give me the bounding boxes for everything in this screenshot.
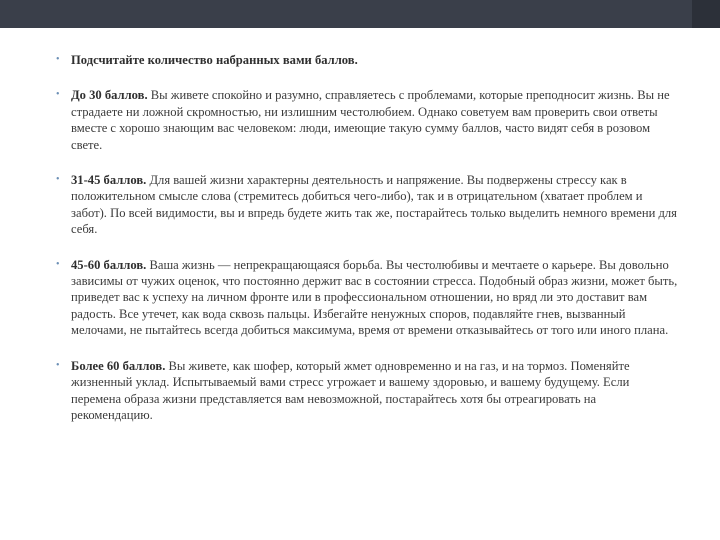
list-item	[58, 52, 678, 68]
item-text: Для вашей жизни характерны деятельность и напряжение. Вы подвержены стрессу как в положительном смысле слова (стремитесь добиться чего-либо), так и в отрицательном (хватает проблем и забот). По всей видимости, вы и впредь будете жить так же, постарайтесь только выделить немного времени для себя.	[71, 173, 677, 237]
bullet-icon: •	[56, 54, 60, 65]
list-item	[58, 172, 678, 238]
bullet-icon: •	[56, 258, 60, 270]
slide-content	[58, 52, 678, 442]
item-text: Вы живете, как шофер, который жмет одновременно и на газ, и на тормоз. Поменяйте жизненный уклад. Испытываемый вами стресс угрожает и вашему здоровью, и вашему будущему. Если перемена образа жизни представляется вам невозможной, постарайтесь хотя бы отреагировать на рекомендацию.	[71, 358, 630, 422]
item-lead: Подсчитайте количество набранных вами баллов.	[71, 53, 358, 67]
item-lead: 31-45 баллов.	[71, 173, 147, 188]
list-item	[58, 87, 678, 153]
bullet-icon: •	[56, 89, 60, 101]
bullet-icon: •	[56, 359, 60, 371]
item-text: Вы живете спокойно и разумно, справляетесь с проблемами, которые преподносит жизнь. Вы не страдаете ни ложной скромностью, ни излишним честолюбием. Однако советуем вам проверить свои ответы вместе с хорошо знающим вас человеком: люди, имеющие такую сумму баллов, часто видят себя в розовом свете.	[71, 88, 670, 152]
top-bar-accent	[692, 0, 720, 28]
item-lead: 45-60 баллов.	[71, 257, 147, 272]
list-item	[58, 358, 678, 424]
list-item	[58, 257, 678, 339]
bullet-icon: •	[56, 174, 60, 186]
item-text: Ваша жизнь — непрекращающаяся борьба. Вы честолюбивы и мечтаете о карьере. Вы довольно зависимы от чужих оценок, что постоянно держит вас в состоянии стресса. Подобный образ жизни, может быть, приведет вас к успеху на личном фронте или в профессиональном отношении, но вряд ли это доставит вам радость. Все утечет, как вода сквозь пальцы. Избегайте ненужных споров, подавляйте гнев, вызванный мелочами, не пытайтесь всегда добиться максимума, время от времени отказывайтесь от того или иного плана.	[71, 257, 678, 338]
item-lead: До 30 баллов.	[71, 88, 148, 103]
item-lead: Более 60 баллов.	[71, 358, 166, 373]
top-bar	[0, 0, 720, 28]
